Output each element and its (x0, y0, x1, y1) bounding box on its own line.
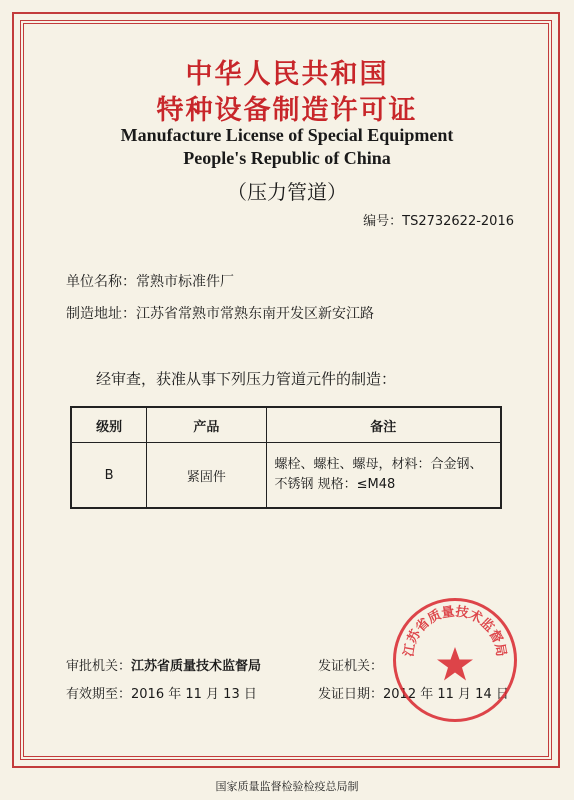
seal-graphic (396, 601, 514, 719)
approval-authority (66, 655, 261, 674)
company-name-value: 常熟市标准件厂 (136, 274, 234, 290)
seal-text: 江苏省质量技术监督局 (401, 604, 509, 658)
bottom-organization: 国家质量监督检验检疫总局制 (215, 780, 359, 793)
company-name-label: 单位名称： (66, 274, 136, 290)
subtitle-category: （压力管道） (227, 180, 347, 204)
certificate-number-value: TS2732622-2016 (402, 214, 514, 229)
title-en-license: Manufacture License of Special Equipment (120, 125, 454, 145)
title-en-country: People's Republic of China (183, 148, 391, 168)
cell-level: B (71, 443, 147, 509)
header-product: 产品 (147, 407, 266, 443)
approval-org: 江苏省质量技术监督局 (131, 659, 262, 674)
table-row (71, 443, 501, 509)
title-cn-country: 中华人民共和国 (185, 59, 389, 90)
issuing-authority (318, 655, 383, 674)
certificate-number (363, 210, 514, 229)
cell-remark (266, 443, 501, 509)
header-level: 级别 (71, 407, 147, 443)
remark-line-2: 不锈钢 规格：≤M48 (274, 477, 396, 492)
cell-product: 紧固件 (147, 443, 266, 509)
valid-until (66, 683, 257, 702)
valid-label: 有效期至： (66, 687, 132, 702)
issue-label: 发证机关： (318, 659, 384, 674)
certificate-number-label: 编号： (363, 214, 403, 229)
remark-line-1: 螺栓、螺柱、螺母，材料：合金钢、 (274, 457, 483, 472)
company-address-value: 江苏省常熟市常熟东南开发区新安江路 (136, 306, 374, 322)
permit-table (70, 406, 502, 509)
valid-date: 2016 年 11 月 13 日 (131, 687, 257, 702)
permit-table-header (71, 407, 501, 443)
issue-date-label: 发证日期： (318, 687, 384, 702)
header-remark: 备注 (266, 407, 501, 443)
intro-statement: 经审查，获准从事下列压力管道元件的制造： (96, 370, 397, 388)
company-address-field (66, 303, 374, 323)
approval-label: 审批机关： (66, 659, 132, 674)
company-address-label: 制造地址： (66, 306, 136, 322)
star-icon (437, 647, 473, 681)
title-cn-license: 特种设备制造许可证 (156, 95, 418, 126)
company-name-field (66, 271, 234, 291)
issue-date-value: 2012 年 11 月 14 日 (383, 687, 509, 702)
official-seal (393, 598, 517, 722)
